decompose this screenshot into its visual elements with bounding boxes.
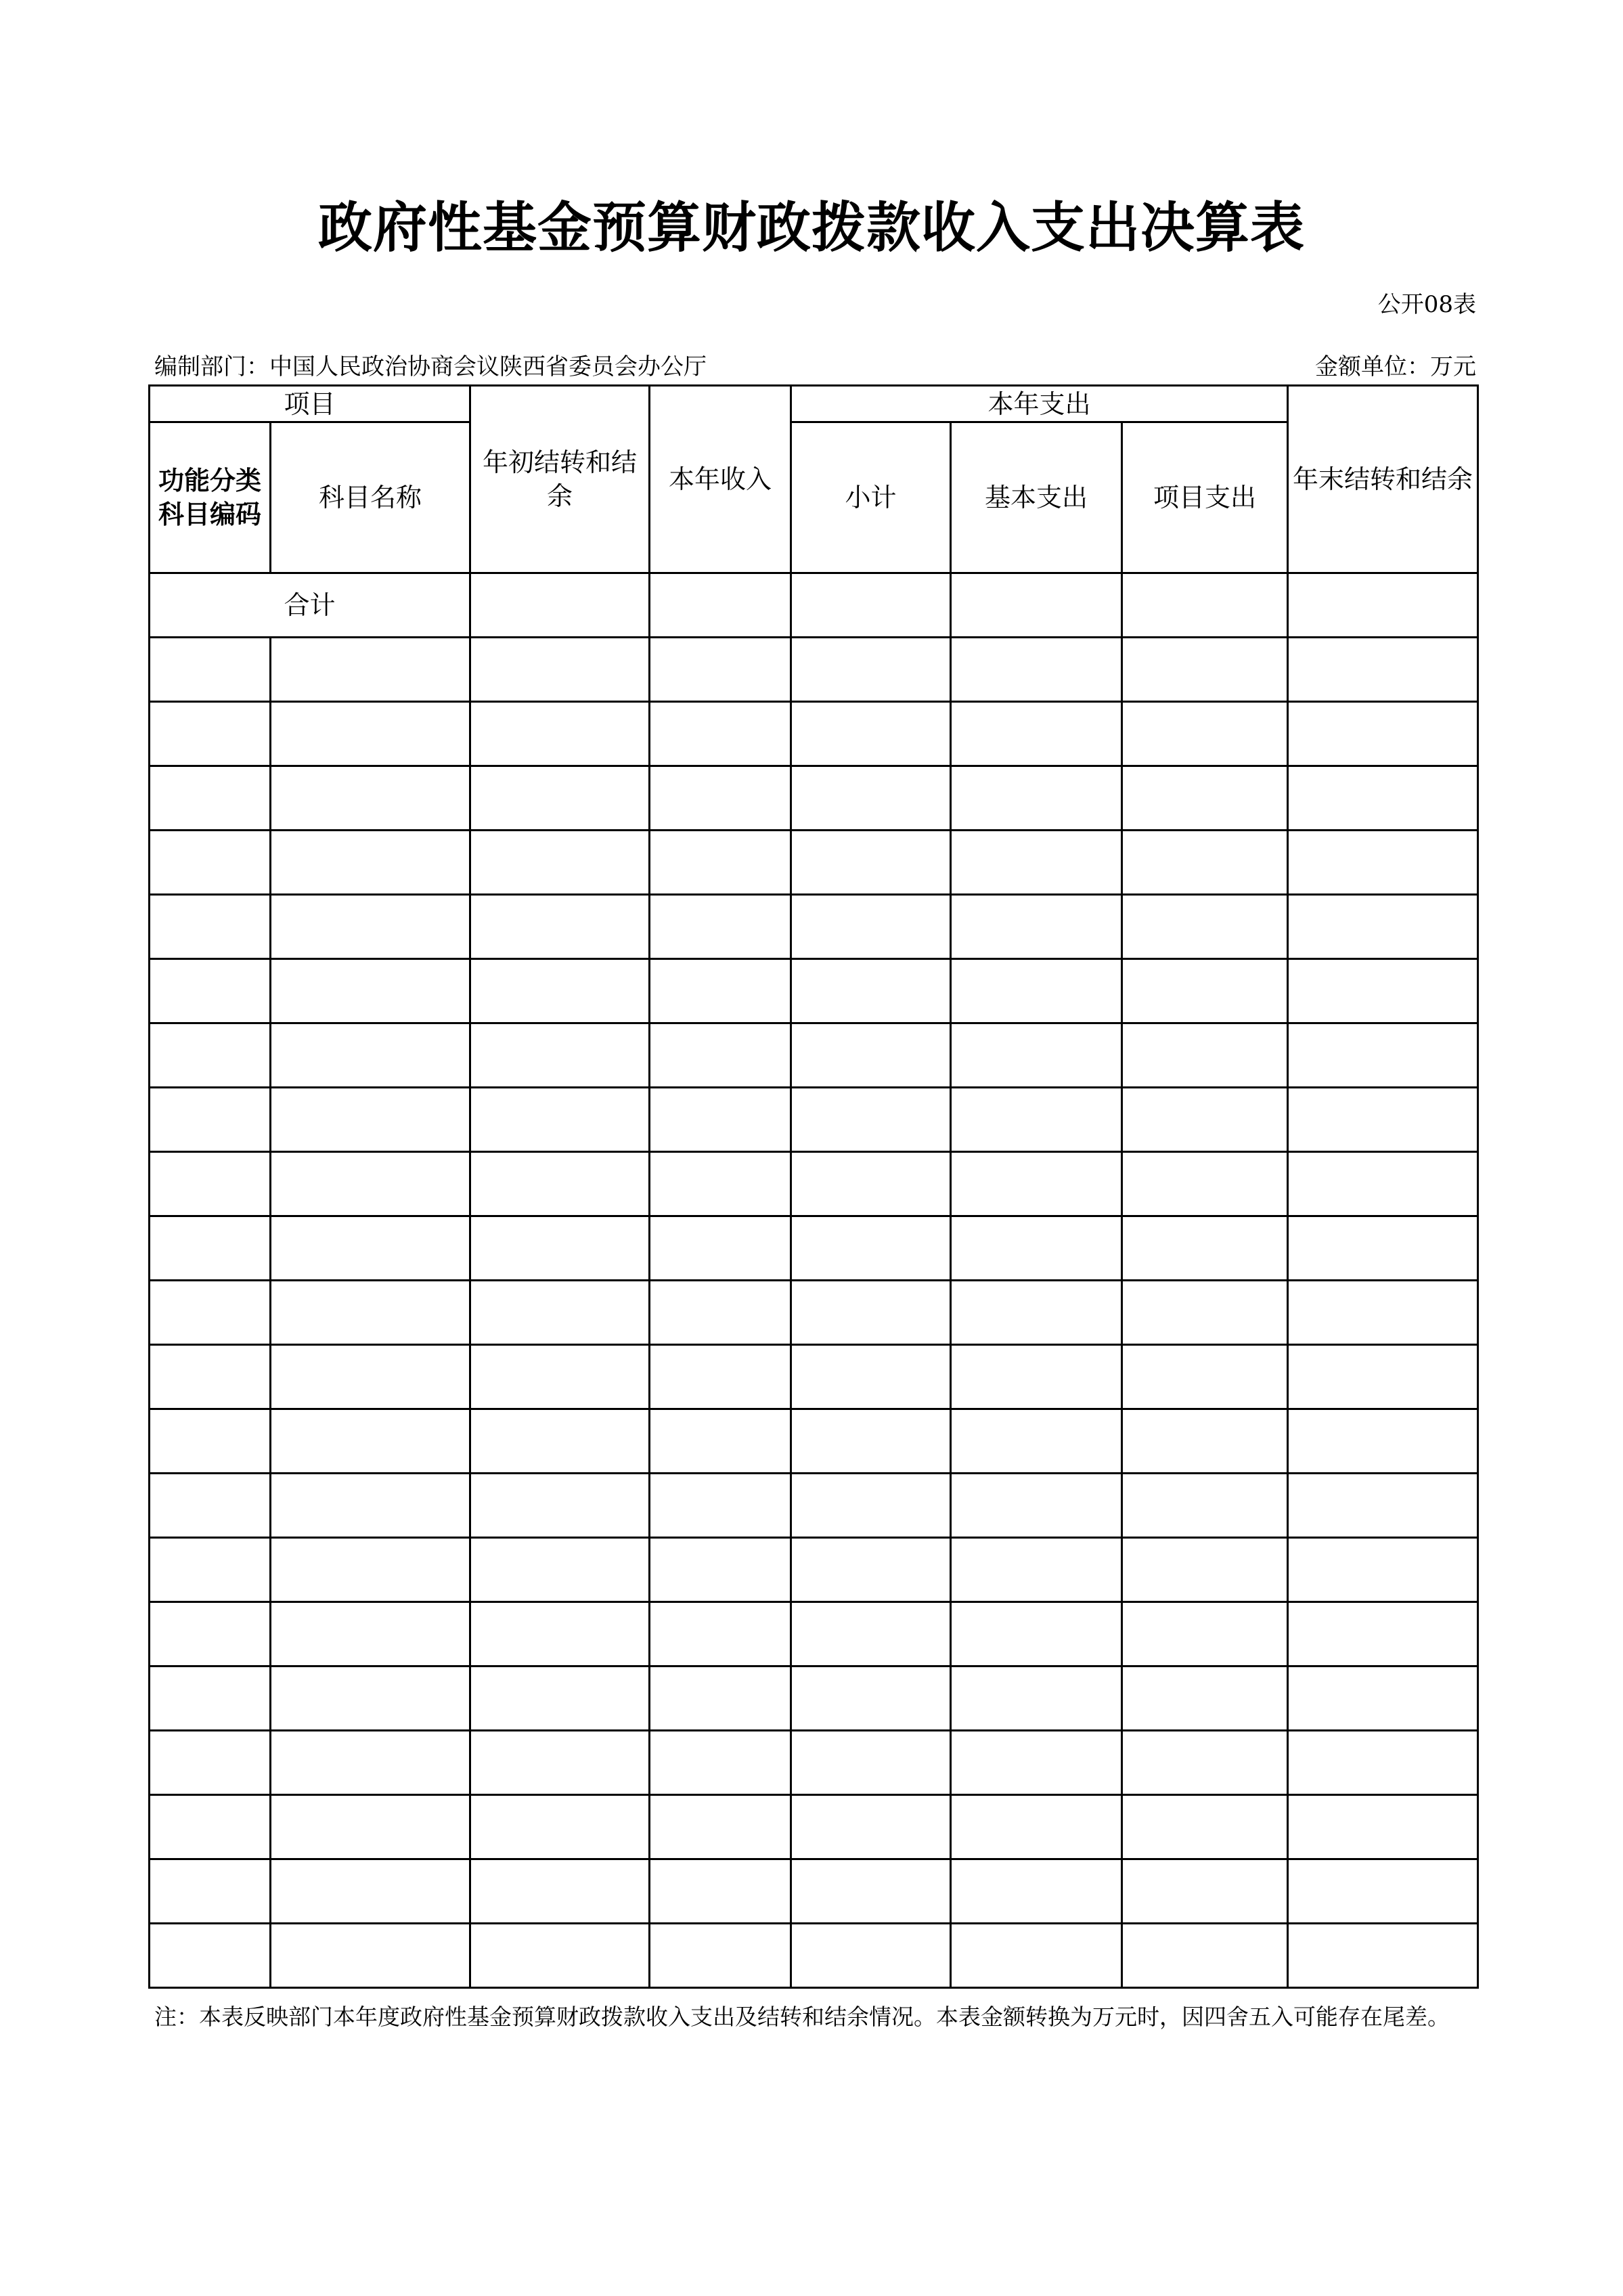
table-cell <box>650 1216 791 1281</box>
table-cell <box>1122 1023 1288 1088</box>
table-cell <box>1122 638 1288 702</box>
table-cell <box>791 1088 951 1152</box>
table-cell <box>951 959 1122 1023</box>
table-cell <box>1288 895 1478 959</box>
table-cell <box>271 1602 470 1666</box>
table-row <box>150 895 1478 959</box>
table-cell <box>1122 1152 1288 1216</box>
table-cell <box>951 1152 1122 1216</box>
table-cell <box>271 1409 470 1474</box>
table-row <box>150 831 1478 895</box>
header-name: 科目名称 <box>271 422 470 573</box>
table-cell <box>271 1345 470 1409</box>
table-cell <box>150 702 271 766</box>
form-number: 公开08表 <box>1377 291 1476 318</box>
header-income: 本年收入 <box>650 386 791 573</box>
table-row <box>150 1924 1478 1988</box>
table-cell <box>791 1345 951 1409</box>
table-cell <box>951 895 1122 959</box>
table-cell <box>1122 1666 1288 1731</box>
table-cell <box>150 1924 271 1988</box>
table-cell <box>1122 1795 1288 1859</box>
header-row-1 <box>150 386 1478 422</box>
table-cell <box>470 1281 650 1345</box>
table-cell <box>271 959 470 1023</box>
table-cell <box>1122 1281 1288 1345</box>
table-cell <box>1288 1795 1478 1859</box>
table-cell <box>951 1538 1122 1602</box>
table-cell <box>951 1666 1122 1731</box>
table-cell <box>470 1023 650 1088</box>
table-cell <box>150 1538 271 1602</box>
table-cell <box>470 1538 650 1602</box>
table-cell <box>1122 1602 1288 1666</box>
table-cell <box>791 1731 951 1795</box>
table-cell <box>150 638 271 702</box>
table-cell <box>150 895 271 959</box>
table-cell <box>271 766 470 831</box>
table-cell <box>951 1859 1122 1924</box>
table-cell <box>150 1474 271 1538</box>
header-project: 项目支出 <box>1122 422 1288 573</box>
table-cell <box>150 1088 271 1152</box>
table-cell <box>951 1795 1122 1859</box>
table-cell <box>650 1409 791 1474</box>
total-cell <box>1122 573 1288 638</box>
table-cell <box>1288 1281 1478 1345</box>
table-cell <box>271 1088 470 1152</box>
table-cell <box>1122 1538 1288 1602</box>
table-cell <box>1288 1924 1478 1988</box>
unit-label: 金额单位：万元 <box>1315 353 1476 380</box>
table-cell <box>951 638 1122 702</box>
table-cell <box>1288 1666 1478 1731</box>
table-cell <box>1122 766 1288 831</box>
table-cell <box>470 1666 650 1731</box>
table-cell <box>1122 1345 1288 1409</box>
department-label: 编制部门：中国人民政治协商会议陕西省委员会办公厅 <box>154 353 707 380</box>
total-cell <box>470 573 650 638</box>
total-cell <box>1288 573 1478 638</box>
table-cell <box>650 1666 791 1731</box>
table-cell <box>791 959 951 1023</box>
table-cell <box>271 1538 470 1602</box>
table-cell <box>271 1859 470 1924</box>
header-row-2 <box>150 422 1478 573</box>
table-cell <box>150 1795 271 1859</box>
table-row <box>150 1538 1478 1602</box>
table-cell <box>1288 1023 1478 1088</box>
table-cell <box>1122 1859 1288 1924</box>
table-cell <box>150 1859 271 1924</box>
table-cell <box>271 1731 470 1795</box>
table-cell <box>271 1666 470 1731</box>
table-cell <box>650 831 791 895</box>
total-cell <box>791 573 951 638</box>
table-cell <box>1288 1345 1478 1409</box>
table-row <box>150 702 1478 766</box>
table-cell <box>791 638 951 702</box>
table-cell <box>1122 1731 1288 1795</box>
table-cell <box>150 1216 271 1281</box>
table-row <box>150 1345 1478 1409</box>
table-cell <box>650 895 791 959</box>
table-cell <box>271 831 470 895</box>
table-row <box>150 638 1478 702</box>
table-cell <box>1122 895 1288 959</box>
table-cell <box>150 1602 271 1666</box>
table-cell <box>650 1152 791 1216</box>
header-subtotal: 小计 <box>791 422 951 573</box>
table-cell <box>791 1538 951 1602</box>
table-cell <box>951 1924 1122 1988</box>
table-cell <box>1122 959 1288 1023</box>
table-cell <box>470 1795 650 1859</box>
table-cell <box>650 1345 791 1409</box>
table-cell <box>1122 1474 1288 1538</box>
table-cell <box>271 1474 470 1538</box>
table-cell <box>951 1474 1122 1538</box>
table-cell <box>1122 831 1288 895</box>
table-cell <box>951 1216 1122 1281</box>
footnote: 注：本表反映部门本年度政府性基金预算财政拨款收入支出及结转和结余情况。本表金额转换为万元时，因四舍五入可能存在尾差。 <box>154 2004 1450 2030</box>
table-cell <box>470 1474 650 1538</box>
table-cell <box>1122 1924 1288 1988</box>
table-cell <box>1288 1088 1478 1152</box>
table-cell <box>1288 638 1478 702</box>
table-cell <box>791 895 951 959</box>
table-row <box>150 1602 1478 1666</box>
table-cell <box>650 1924 791 1988</box>
table-row <box>150 1281 1478 1345</box>
table-cell <box>470 1859 650 1924</box>
table-cell <box>650 702 791 766</box>
table-cell <box>1288 1602 1478 1666</box>
table-cell <box>150 1281 271 1345</box>
table-cell <box>1122 1088 1288 1152</box>
table-cell <box>470 895 650 959</box>
table-cell <box>470 702 650 766</box>
table-cell <box>470 1152 650 1216</box>
table-cell <box>470 766 650 831</box>
table-cell <box>150 1152 271 1216</box>
table-cell <box>150 959 271 1023</box>
table-cell <box>650 1731 791 1795</box>
table-cell <box>791 1281 951 1345</box>
table-cell <box>271 638 470 702</box>
table-cell <box>951 1345 1122 1409</box>
table-row <box>150 1731 1478 1795</box>
header-items: 项目 <box>150 386 470 422</box>
table-row <box>150 1795 1478 1859</box>
table-cell <box>1288 1216 1478 1281</box>
table-cell <box>1288 1409 1478 1474</box>
table-cell <box>650 1859 791 1924</box>
total-row <box>150 573 1478 638</box>
header-basic: 基本支出 <box>951 422 1122 573</box>
table-row <box>150 1088 1478 1152</box>
table-cell <box>150 1023 271 1088</box>
table-cell <box>150 831 271 895</box>
total-label: 合计 <box>150 573 470 638</box>
table-cell <box>951 1731 1122 1795</box>
table-row <box>150 1409 1478 1474</box>
table-cell <box>470 1602 650 1666</box>
total-cell <box>951 573 1122 638</box>
table-row <box>150 1859 1478 1924</box>
table-cell <box>650 1474 791 1538</box>
table-cell <box>470 1088 650 1152</box>
page-title: 政府性基金预算财政拨款收入支出决算表 <box>318 196 1305 259</box>
table-cell <box>470 831 650 895</box>
table-row <box>150 1474 1478 1538</box>
table-cell <box>791 831 951 895</box>
table-cell <box>650 766 791 831</box>
table-cell <box>470 1345 650 1409</box>
table-cell <box>1288 1538 1478 1602</box>
table-cell <box>150 766 271 831</box>
table-cell <box>470 1924 650 1988</box>
table-cell <box>1288 766 1478 831</box>
header-end-balance: 年末结转和结余 <box>1288 386 1478 573</box>
table-cell <box>791 1859 951 1924</box>
table-cell <box>271 702 470 766</box>
table-cell <box>271 1795 470 1859</box>
table-cell <box>791 1023 951 1088</box>
total-cell <box>650 573 791 638</box>
table-cell <box>951 1602 1122 1666</box>
table-cell <box>791 1795 951 1859</box>
table-cell <box>271 1216 470 1281</box>
table-cell <box>470 1731 650 1795</box>
table-cell <box>1288 959 1478 1023</box>
table-cell <box>951 1088 1122 1152</box>
table-cell <box>951 831 1122 895</box>
budget-table <box>148 384 1479 1989</box>
table-cell <box>150 1666 271 1731</box>
table-cell <box>791 702 951 766</box>
table-cell <box>470 959 650 1023</box>
table-cell <box>650 959 791 1023</box>
table-cell <box>791 1602 951 1666</box>
table-cell <box>150 1345 271 1409</box>
table-cell <box>1122 702 1288 766</box>
table-cell <box>150 1409 271 1474</box>
table-cell <box>1122 1216 1288 1281</box>
table-cell <box>1122 1409 1288 1474</box>
table-cell <box>271 1023 470 1088</box>
table-cell <box>271 1152 470 1216</box>
table-cell <box>791 1216 951 1281</box>
table-cell <box>650 638 791 702</box>
table-cell <box>470 1216 650 1281</box>
table-cell <box>791 766 951 831</box>
table-cell <box>951 702 1122 766</box>
table-cell <box>650 1023 791 1088</box>
table-cell <box>791 1474 951 1538</box>
table-cell <box>271 1924 470 1988</box>
table-row <box>150 1023 1478 1088</box>
table-cell <box>470 638 650 702</box>
table-cell <box>791 1152 951 1216</box>
table-cell <box>271 895 470 959</box>
table-cell <box>1288 1152 1478 1216</box>
table-cell <box>150 1731 271 1795</box>
table-cell <box>1288 1474 1478 1538</box>
table-cell <box>951 766 1122 831</box>
header-expenditure: 本年支出 <box>791 386 1288 422</box>
table-row <box>150 959 1478 1023</box>
table-row <box>150 1666 1478 1731</box>
table-row <box>150 766 1478 831</box>
table-cell <box>791 1666 951 1731</box>
table-cell <box>791 1924 951 1988</box>
table-cell <box>791 1409 951 1474</box>
table-cell <box>271 1281 470 1345</box>
table-cell <box>650 1795 791 1859</box>
table-cell <box>951 1281 1122 1345</box>
table-cell <box>1288 702 1478 766</box>
table-cell <box>650 1088 791 1152</box>
table-cell <box>650 1538 791 1602</box>
table-cell <box>650 1602 791 1666</box>
header-code: 功能分类科目编码 <box>150 422 271 573</box>
table-cell <box>951 1409 1122 1474</box>
table-cell <box>1288 831 1478 895</box>
table-row <box>150 1216 1478 1281</box>
header-begin-balance: 年初结转和结余 <box>470 386 650 573</box>
table-cell <box>470 1409 650 1474</box>
table-cell <box>1288 1731 1478 1795</box>
table-cell <box>650 1281 791 1345</box>
table-cell <box>1288 1859 1478 1924</box>
table-row <box>150 1152 1478 1216</box>
table-cell <box>951 1023 1122 1088</box>
